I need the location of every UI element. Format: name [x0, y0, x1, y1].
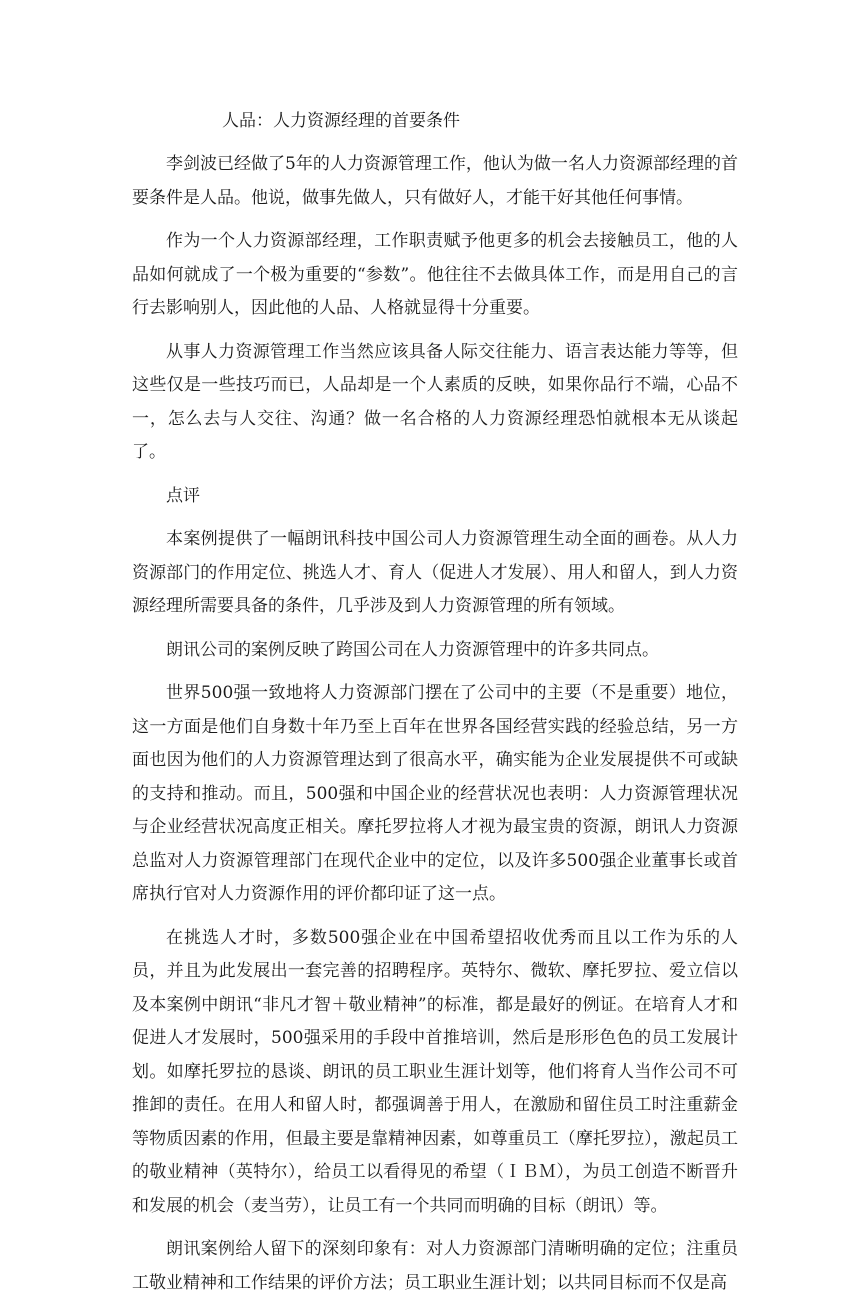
- paragraph-case-overview: 本案例提供了一幅朗讯科技中国公司人力资源管理生动全面的画卷。从人力资源部门的作用定位、挑选人才、育人（促进人才发展）、用人和留人，到人力资源经理所需要具备的条件，几乎涉及到人力资源管理的所有领域。: [132, 529, 738, 616]
- paragraph-role: 作为一个人力资源部经理，工作职责赋予他更多的机会去接触员工，他的人品如何就成了一个极为重要的“参数”。他往往不去做具体工作，而是用自己的言行去影响别人，因此他的人品、人格就显得十分重要。: [132, 231, 738, 318]
- paragraph-talent-selection: 在挑选人才时，多数500强企业在中国希望招收优秀而且以工作为乐的人员，并且为此发展出一套完善的招聘程序。英特尔、微软、摩托罗拉、爱立信以及本案例中朗讯“非凡才智＋敬业精神”的标准，都是最好的例证。在培育人才和促进人才发展时，500强采用的手段中首推培训，然后是形形色色的员工发展计划。如摩托罗拉的恳谈、朗讯的员工职业生涯计划等，他们将育人当作公司不可推卸的责任。在用人和留人时，都强调善于用人，在激励和留住员工时注重薪金等物质因素的作用，但最主要是靠精神因素，如尊重员工（摩托罗拉），激起员工的敬业精神（英特尔），给员工以看得见的希望（ＩＢＭ），为员工创造不断晋升和发展的机会（麦当劳），让员工有一个共同而明确的目标（朗讯）等。: [132, 927, 738, 1216]
- paragraph-fortune-500: 世界500强一致地将人力资源部门摆在了公司中的主要（不是重要）地位，这一方面是他们自身数十年乃至上百年在世界各国经营实践的经验总结，另一方面也因为他们的人力资源管理达到了很高水平，确实能为企业发展提供不可或缺的支持和推动。而且，500强和中国企业的经营状况也表明：人力资源管理状况与企业经营状况高度正相关。摩托罗拉将人才视为最宝贵的资源，朗讯人力资源总监对人力资源管理部门在现代企业中的定位，以及许多500强企业董事长或首席执行官对人力资源作用的评价都印证了这一点。: [132, 683, 738, 904]
- paragraph-intro: 李剑波已经做了5年的人力资源管理工作，他认为做一名人力资源部经理的首要条件是人品。他说，做事先做人，只有做好人，才能干好其他任何事情。: [132, 154, 738, 208]
- paragraph-common-points: 朗讯公司的案例反映了跨国公司在人力资源管理中的许多共同点。: [166, 639, 659, 660]
- paragraph-skills: 从事人力资源管理工作当然应该具备人际交往能力、语言表达能力等等，但这些仅是一些技巧而已，人品却是一个人素质的反映，如果你品行不端，心品不一，怎么去与人交往、沟通？做一名合格的人力资源经理恐怕就根本无从谈起了。: [132, 341, 738, 462]
- paragraph-comment-heading: 点评: [166, 485, 200, 506]
- paragraph-impression: 朗讯案例给人留下的深刻印象有：对人力资源部门清晰明确的定位；注重员工敬业精神和工作结果的评价方法；员工职业生涯计划；以共同目标而不仅是高: [132, 1239, 738, 1293]
- document-page: [132, 104, 738, 1300]
- document-title: 人品：人力资源经理的首要条件: [222, 111, 460, 131]
